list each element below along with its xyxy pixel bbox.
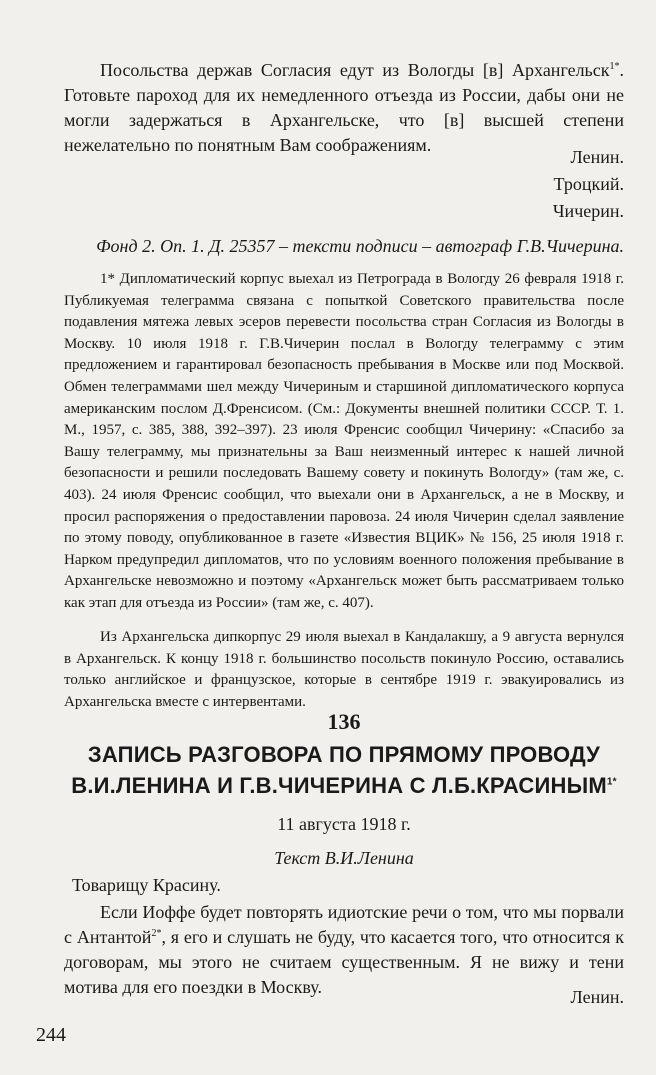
salutation: Товарищу Красину.	[72, 875, 221, 895]
body-text-end: , я его и слушать не буду, что касается того, что относится к договорам, мы этого не считаем существенным. Я не вижу и тени мотива для его поездки в Москву.	[64, 927, 624, 997]
telegram-paragraph	[64, 58, 624, 158]
page-number: 244	[36, 1024, 66, 1046]
text-attribution: Текст В.И.Ленина	[274, 848, 414, 868]
document-title-text: В.И.ЛЕНИНА И Г.В.ЧИЧЕРИНА С Л.Б.КРАСИНЫМ	[71, 773, 607, 798]
signature-lenin: Ленин.	[570, 147, 624, 167]
footnote-ref-2: 2*	[151, 928, 162, 939]
telegram-text-start: Посольства держав Согласия едут из Вологды [в] Архангельск	[100, 60, 610, 80]
document-title-line-1: ЗАПИСЬ РАЗГОВОРА ПО ПРЯМОМУ ПРОВОДУ	[87, 742, 601, 767]
footnote-ref-1: 1*	[609, 61, 620, 72]
telegram-text-end: . Готовьте пароход для их немедленного отъезда из России, дабы они не могли задержаться в Архангельске, что [в] высшей степени нежелательно по понятным Вам соображениям.	[64, 60, 624, 155]
document-number: 136	[327, 709, 361, 734]
footnote-text: Дипломатический корпус выехал из Петрограда в Вологду 26 февраля 1918 г. Публикуемая телеграмма связана с попыткой Советского правительства после подавления мятежа левых эсеров перевести посольства стран Согласия из Вологды в Москву. 10 июля 1918 г. Г.В.Чичерин послал в Вологду телеграмму с этим предложением и гарантировал безопасность пребывания в Москве или под Москвой. Обмен телеграммами шел между Чичериным и старшиной дипломатического корпуса американским послом Д.Френсисом. (См.: Документы внешней политики СССР. Т. 1. М., 1957, с. 385, 388, 392–397). 23 июля Френсис сообщил Чичерину: «Спасибо за Вашу телеграмму, мы признательны за Ваш неизменный интерес к нашей личной безопасности и решили последовать Вашему совету и покинуть Вологду» (там же, с. 403). 24 июля Френсис сообщил, что выехали они в Архангельск, а не в Москву, и просил распоряжения о предоставлении паровоза. 24 июля Чичерин сделал заявление по этому поводу, опубликованное в газете «Известия ВЦИК» № 156, 25 июля 1918 г. Нарком предупредил дипломатов, что по условиям военного положения пребывание в Архангельске невозможно и поэтому «Архангельск может быть рассматриваем только как этап для отъезда из России» (там же, с. 407).	[64, 271, 625, 611]
footnote-1	[64, 269, 624, 615]
archive-reference: Фонд 2. Оп. 1. Д. 25357 – тексти подписи – автограф Г.В.Чичерина.	[96, 236, 624, 256]
title-footnote-ref: 1*	[606, 776, 617, 788]
signature-trotsky: Троцкий.	[553, 174, 624, 194]
document-body	[64, 900, 624, 1000]
footnote-1-continuation: Из Архангельска дипкорпус 29 июля выехал в Кандалакшу, а 9 августа вернулся в Архангельск. К концу 1918 г. большинство посольств покинуло Россию, оставались только английское и французское, которые в сентябре 1919 г. эвакуировались из Архангельска вместе с интервентами.	[64, 629, 624, 710]
body-text-start: Если Иоффе будет повторять идиотские речи о том, что мы порвали с Антантой	[64, 902, 624, 947]
document-title-line-2	[64, 770, 624, 801]
document-date: 11 августа 1918 г.	[277, 814, 411, 834]
signature-chicherin: Чичерин.	[552, 201, 624, 221]
footnote-mark: 1*	[100, 271, 115, 287]
document-signature: Ленин.	[570, 987, 624, 1007]
